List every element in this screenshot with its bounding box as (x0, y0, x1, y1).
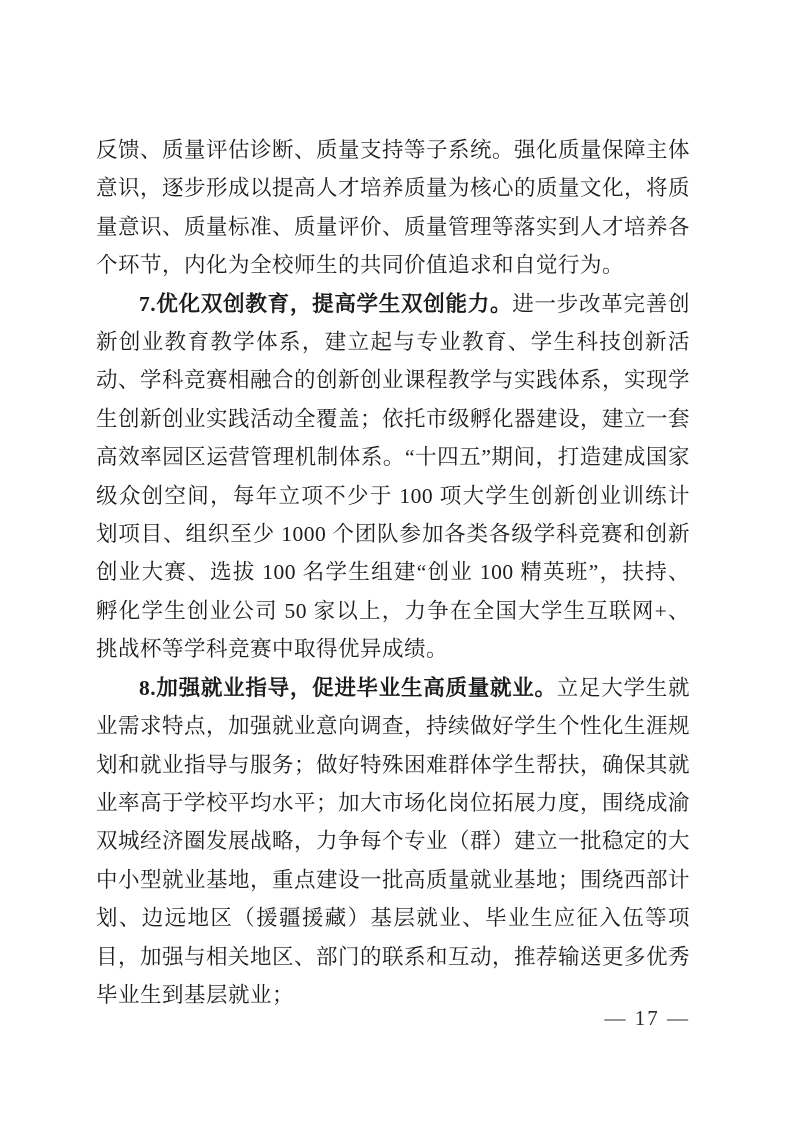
paragraph-text: 反馈、质量评估诊断、质量支持等子系统。强化质量保障主体意识，逐步形成以提高人才培养质量为核心的质量文化，将质量意识、质量标准、质量评价、质量管理等落实到人才培养各个环节，内化为全校师生的共同价值追求和自觉行为。 (96, 138, 691, 278)
page-number: — 17 — (604, 1006, 690, 1030)
paragraph-text: 立足大学生就业需求特点，加强就业意向调查，持续做好学生个性化生涯规划和就业指导与服务；做好特殊困难群体学生帮扶，确保其就业率高于学校平均水平；加大市场化岗位拓展力度，围绕成渝双城经济圈发展战略，力争每个专业（群）建立一批稳定的大中小型就业基地，重点建设一批高质量就业基地；围绕西部计划、边远地区（援疆援藏）基层就业、毕业生应征入伍等项目，加强与相关地区、部门的联系和互动，推荐输送更多优秀毕业生到基层就业； (96, 675, 691, 1007)
document-body-text (96, 131, 690, 1014)
paragraph-section-7 (96, 285, 690, 669)
paragraph-section-8 (96, 669, 690, 1015)
section-8-heading: 8.加强就业指导，促进毕业生高质量就业。 (139, 675, 557, 700)
paragraph-text: 进一步改革完善创新创业教育教学体系，建立起与专业教育、学生科技创新活动、学科竞赛相融合的创新创业课程教学与实践体系，实现学生创新创业实践活动全覆盖；依托市级孵化器建设，建立一套高效率园区运营管理机制体系。“十四五”期间，打造建成国家级众创空间，每年立项不少于 100 项大学生创新创业训练计划项目、组织至少 1000 个团队参加各类各级学科竞赛和创新创业大赛、选拔 100 名学生组建“创业 100 精英班”，扶持、孵化学生创业公司 50 家以上，力争在全国大学生互联网+、挑战杯等学科竞赛中取得优异成绩。 (96, 291, 691, 662)
paragraph-continuation (96, 131, 690, 285)
section-7-heading: 7.优化双创教育，提高学生双创能力。 (139, 291, 513, 316)
